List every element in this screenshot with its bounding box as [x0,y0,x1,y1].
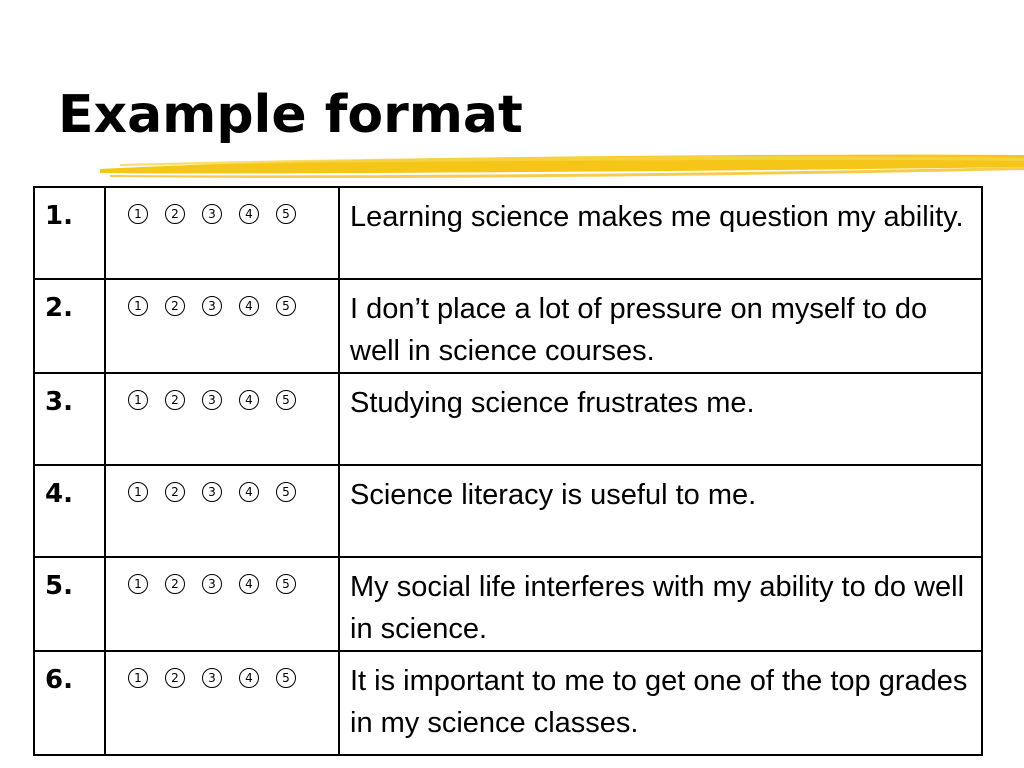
rating-option-3[interactable]: 3 [202,204,222,224]
rating-option-4[interactable]: 4 [239,296,259,316]
rating-option-5[interactable]: 5 [276,668,296,688]
rating-option-3[interactable]: 3 [202,668,222,688]
rating-option-1[interactable]: 1 [128,668,148,688]
rating-option-3[interactable]: 3 [202,482,222,502]
rating-scale-cell [105,651,339,755]
survey-row [34,279,982,373]
rating-option-4[interactable]: 4 [239,390,259,410]
rating-option-1[interactable]: 1 [128,482,148,502]
rating-option-2[interactable]: 2 [165,390,185,410]
survey-row [34,187,982,279]
survey-row [34,651,982,755]
item-statement-cell [339,187,982,279]
rating-option-4[interactable]: 4 [239,574,259,594]
rating-option-1[interactable]: 1 [128,296,148,316]
item-statement: It is important to me to get one of the top grades in my science classes. [350,665,968,739]
item-statement: Studying science frustrates me. [350,387,755,419]
item-number: 5. [45,571,73,601]
rating-scale [106,374,338,410]
rating-option-1[interactable]: 1 [128,390,148,410]
rating-scale-cell [105,373,339,465]
item-number: 1. [45,201,73,231]
rating-scale-cell [105,187,339,279]
rating-option-3[interactable]: 3 [202,390,222,410]
item-number: 6. [45,665,73,695]
rating-scale [106,466,338,502]
item-statement: Learning science makes me question my ability. [350,201,964,233]
item-number: 3. [45,387,73,417]
item-number-cell [34,557,105,651]
survey-table [33,186,983,756]
rating-scale [106,558,338,594]
rating-option-1[interactable]: 1 [128,204,148,224]
item-statement: Science literacy is useful to me. [350,479,757,511]
rating-option-4[interactable]: 4 [239,482,259,502]
item-statement-cell [339,465,982,557]
item-number-cell [34,279,105,373]
item-number-cell [34,651,105,755]
rating-option-4[interactable]: 4 [239,668,259,688]
rating-option-5[interactable]: 5 [276,482,296,502]
page-title: Example format [58,85,523,145]
rating-scale-cell [105,465,339,557]
item-statement-cell [339,651,982,755]
survey-row [34,557,982,651]
rating-option-5[interactable]: 5 [276,390,296,410]
rating-option-1[interactable]: 1 [128,574,148,594]
rating-option-5[interactable]: 5 [276,204,296,224]
title-underline-brushstroke [100,145,1024,185]
item-number: 2. [45,293,73,323]
rating-option-2[interactable]: 2 [165,482,185,502]
rating-option-2[interactable]: 2 [165,574,185,594]
rating-option-2[interactable]: 2 [165,296,185,316]
rating-option-4[interactable]: 4 [239,204,259,224]
item-statement-cell [339,279,982,373]
rating-scale [106,280,338,316]
item-number-cell [34,373,105,465]
rating-scale [106,652,338,688]
survey-row [34,373,982,465]
rating-option-5[interactable]: 5 [276,296,296,316]
item-statement: I don’t place a lot of pressure on myself to do well in science courses. [350,293,928,367]
rating-option-3[interactable]: 3 [202,296,222,316]
item-statement-cell [339,373,982,465]
rating-option-2[interactable]: 2 [165,668,185,688]
rating-option-3[interactable]: 3 [202,574,222,594]
rating-option-5[interactable]: 5 [276,574,296,594]
rating-scale-cell [105,557,339,651]
rating-scale-cell [105,279,339,373]
item-statement: My social life interferes with my ability to do well in science. [350,571,965,645]
item-number: 4. [45,479,73,509]
item-statement-cell [339,557,982,651]
item-number-cell [34,465,105,557]
item-number-cell [34,187,105,279]
rating-scale [106,188,338,224]
rating-option-2[interactable]: 2 [165,204,185,224]
survey-row [34,465,982,557]
